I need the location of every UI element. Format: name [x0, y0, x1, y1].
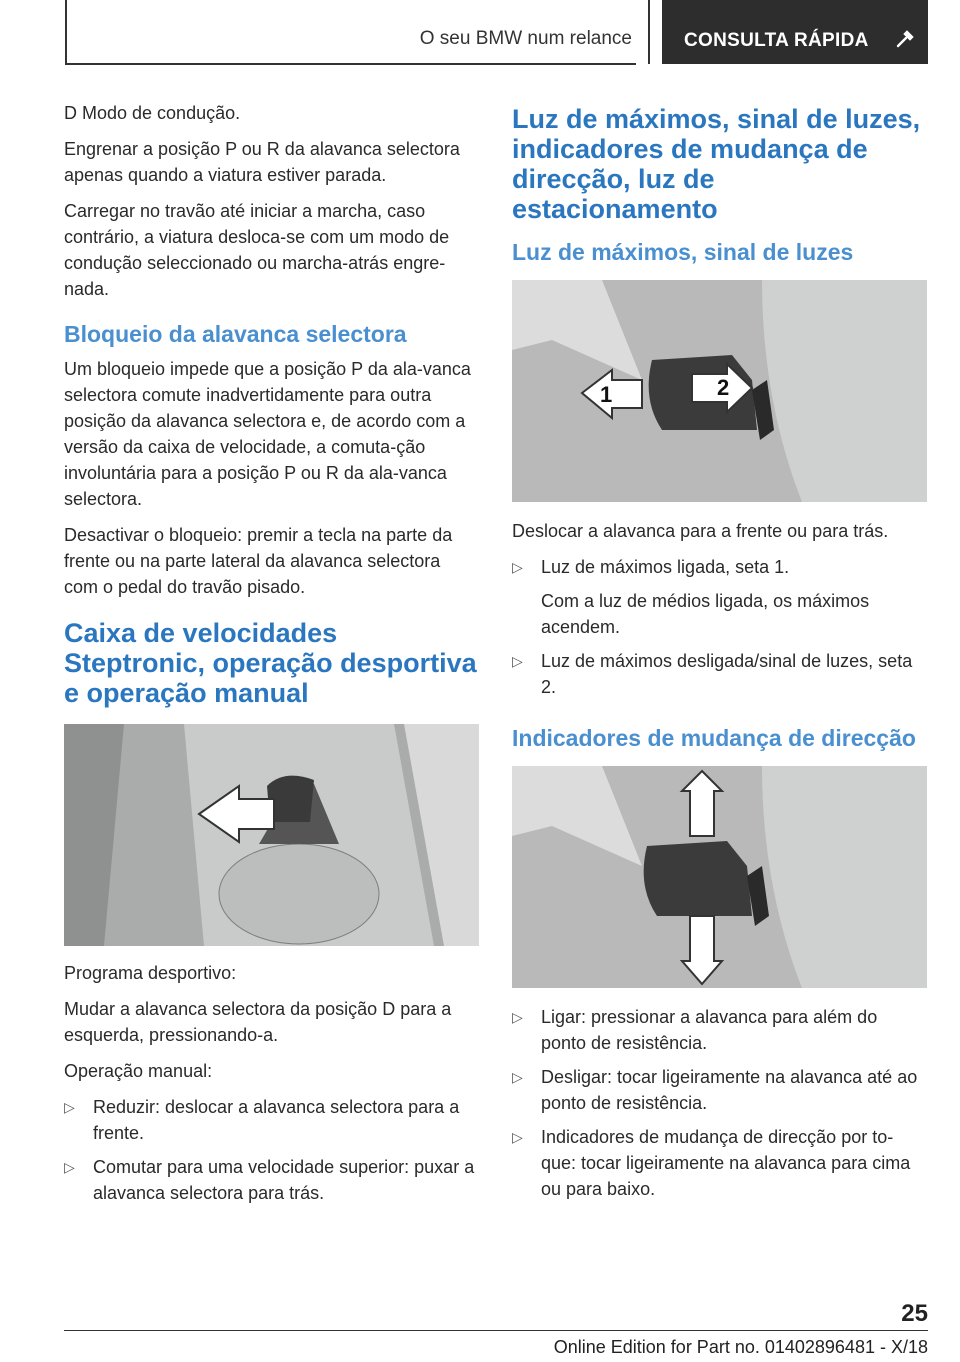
tab-label: CONSULTA RÁPIDA	[684, 30, 869, 51]
list-item: ▷ Luz de máximos ligada, seta 1. Com a luz de médios ligada, os máximos acendem.	[512, 554, 927, 640]
wrench-icon	[895, 29, 915, 55]
high-beam-bullets	[512, 554, 927, 700]
section-title: O seu BMW num relance	[419, 28, 632, 49]
header-divider-right	[648, 0, 650, 64]
paragraph-manual: Operação manual:	[64, 1061, 213, 1081]
list-item: ▷ Desligar: tocar ligeiramente na alavanca até ao ponto de resistência.	[512, 1064, 927, 1116]
triangle-bullet-icon: ▷	[512, 1129, 523, 1145]
list-item: ▷ Ligar: pressionar a alavanca para além do ponto de resistência.	[512, 1004, 927, 1056]
turn-signal-bullets	[512, 1004, 927, 1202]
heading-high-beam: Luz de máximos, sinal de luzes	[512, 239, 854, 265]
edition-text: Online Edition for Part no. 01402896481 - X/18	[553, 1337, 928, 1357]
list-item: ▷ Comutar para uma velocidade superior: puxar a alavanca selectora para trás.	[64, 1154, 479, 1206]
triangle-bullet-icon: ▷	[64, 1099, 75, 1115]
paragraph-sport: Programa desportivo:	[64, 963, 237, 983]
triangle-bullet-icon: ▷	[512, 559, 523, 575]
heading-selector-lock: Bloqueio da alavanca selectora	[64, 321, 407, 347]
arrow-label-1: 1	[600, 382, 613, 407]
page-number: 25	[901, 1300, 928, 1327]
heading-steptronic: Caixa de velocidades Steptronic, operação desportiva e operação manual	[64, 618, 477, 708]
paragraph-lock: Um bloqueio impede que a posição P da ala‐vanca selectora comute inadvertidamente para outra posição da alavanca selectora e, de acordo com a versão da caixa de velocidade, a comuta‐ção involuntária para a posição P ou R da ala‐vanca selectora.	[64, 359, 471, 509]
paragraph-move-lever: Deslocar a alavanca para a frente ou para trás.	[512, 521, 889, 541]
list-item: ▷ Reduzir: deslocar a alavanca selectora para a frente.	[64, 1094, 479, 1146]
page-header	[65, 0, 928, 64]
paragraph-drive-mode: D Modo de condução.	[64, 103, 241, 123]
heading-lights: Luz de máximos, sinal de luzes, indicadores de mudança de direcção, luz de estacionamento	[512, 104, 921, 224]
footer-rule	[64, 1330, 928, 1331]
paragraph-sport-detail: Mudar a alavanca selectora da posição D para a esquerda, pressionando-a.	[64, 999, 452, 1045]
right-column	[512, 100, 927, 1212]
heading-turn-signals: Indicadores de mudança de direcção	[512, 725, 916, 751]
left-column	[64, 100, 479, 1216]
arrow-label-2: 2	[717, 375, 730, 400]
paragraph-brake: Carregar no travão até iniciar a marcha, caso contrário, a viatura desloca-se com um modo de condução seleccionado ou marcha-atrás engre‐nada.	[64, 201, 450, 299]
figure-turn-signal-lever	[512, 766, 927, 988]
triangle-bullet-icon: ▷	[512, 1009, 523, 1025]
paragraph-unlock: Desactivar o bloqueio: premir a tecla na parte da frente ou na parte lateral da alavanca selectora com o pedal do travão pisado.	[64, 525, 453, 597]
list-item: ▷ Indicadores de mudança de direcção por to‐que: tocar ligeiramente na alavanca para cima ou para baixo.	[512, 1124, 927, 1202]
triangle-bullet-icon: ▷	[512, 1069, 523, 1085]
figure-high-beam-lever	[512, 280, 927, 502]
tab-consulta-rapida[interactable]	[662, 0, 928, 64]
header-underline	[65, 63, 636, 65]
figure-gear-selector	[64, 724, 479, 946]
paragraph-engage: Engrenar a posição P ou R da alavanca selectora apenas quando a viatura estiver parada.	[64, 139, 460, 185]
manual-bullets	[64, 1094, 479, 1206]
header-divider-left	[65, 0, 67, 64]
triangle-bullet-icon: ▷	[64, 1159, 75, 1175]
list-item: ▷ Luz de máximos desligada/sinal de luzes, seta 2.	[512, 648, 927, 700]
triangle-bullet-icon: ▷	[512, 653, 523, 669]
